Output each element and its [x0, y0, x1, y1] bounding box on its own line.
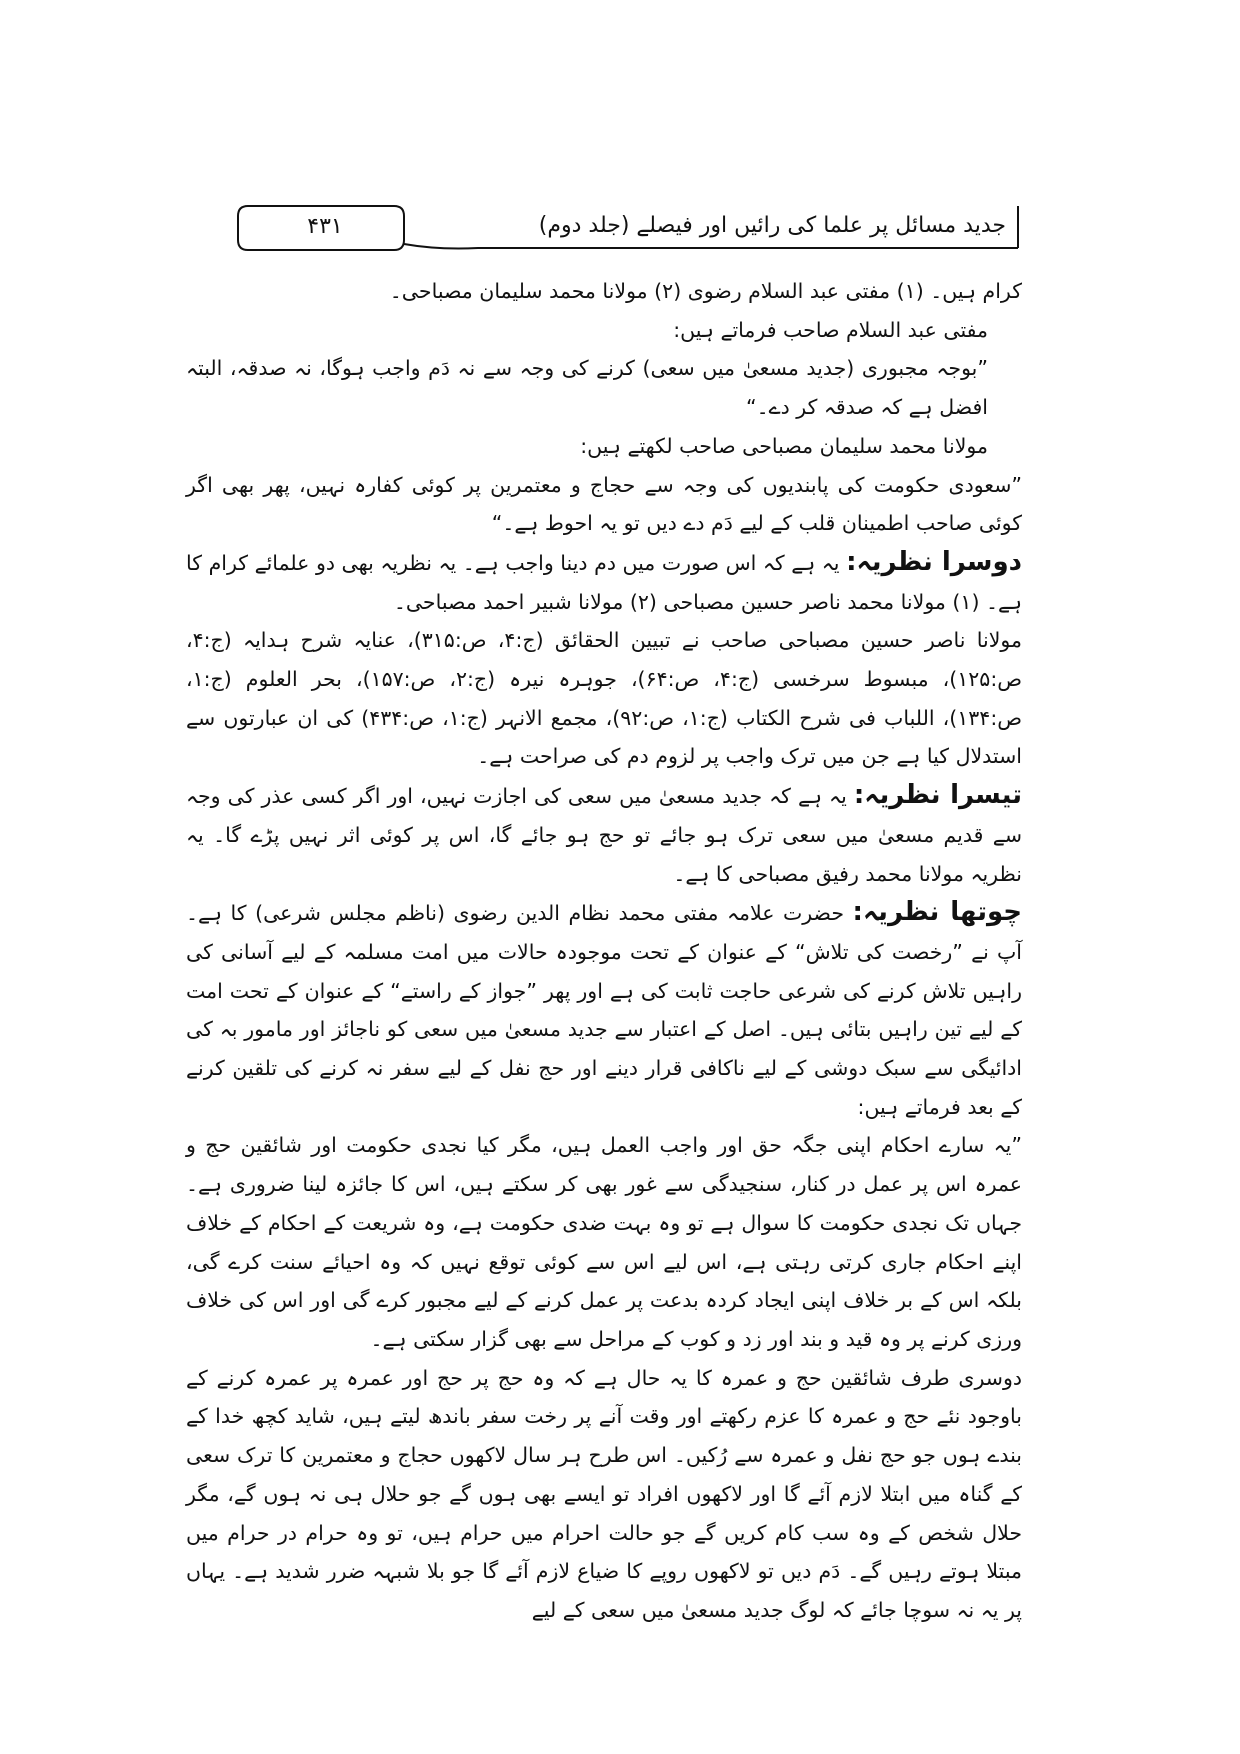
section-paragraph: چوتھا نظریہ: حضرت علامہ مفتی محمد نظام الدین رضوی (ناظم مجلس شرعی) کا ہے۔ آپ نے ”رخصت کی تلاش“ کے عنوان کے تحت موجودہ حالات میں امت مسلمہ کے لیے آسانی کی راہیں تلاش کرنے کی شرعی حاجت ثابت کی ہے اور پھر ”جواز کے راستے“ کے عنوان کے تحت امت کے لیے تین راہیں بتائی ہیں۔ اصل کے اعتبار سے جدید مسعیٰ میں سعی کو ناجائز اور مامور بہ کی ادائیگی سے سبک دوشی کے لیے ناکافی قرار دینے اور حج نفل کے لیے سفر نہ کرنے کی تلقین کرنے کے بعد فرماتے ہیں:	[186, 897, 1022, 1119]
page-body	[186, 272, 1022, 1630]
paragraph: مفتی عبد السلام صاحب فرماتے ہیں:	[673, 317, 988, 342]
running-header	[218, 200, 1024, 256]
quote-paragraph: ”بوجہ مجبوری (جدید مسعیٰ میں سعی) کرنے کی وجہ سے نہ دَم واجب ہوگا، نہ صدقہ، البتہ افضل ہے کہ صدقہ کر دے۔“	[186, 356, 988, 420]
section-heading: چوتھا نظریہ:	[852, 897, 1022, 928]
section-paragraph: تیسرا نظریہ: یہ ہے کہ جدید مسعیٰ میں سعی کی اجازت نہیں، اور اگر کسی عذر کی وجہ سے قدیم مسعیٰ میں سعی ترک ہو جائے تو حج ہو جائے گا، اس پر کوئی اثر نہیں پڑے گا۔ یہ نظریہ مولانا محمد رفیق مصباحی کا ہے۔	[186, 780, 1022, 886]
quote-paragraph: ”یہ سارے احکام اپنی جگہ حق اور واجب العمل ہیں، مگر کیا نجدی حکومت اور شائقین حج و عمرہ اس پر عمل در کنار، سنجیدگی سے غور بھی کر سکتے ہیں، اس کا جائزہ لینا ضروری ہے۔ جہاں تک نجدی حکومت کا سوال ہے تو وہ بہت ضدی حکومت ہے، وہ شریعت کے احکام کے خلاف اپنے احکام جاری کرتی رہتی ہے، اس لیے اس سے کوئی توقع نہیں کہ وہ احیائے سنت کرے گی، بلکہ اس کے بر خلاف اپنی ایجاد کردہ بدعت پر عمل کرنے کے لیے مجبور کرے گی اور اس کی خلاف ورزی کرنے پر وہ قید و بند اور زد و کوب کے مراحل سے بھی گزار سکتی ہے۔	[186, 1133, 1022, 1351]
paragraph: کرام ہیں۔ (۱) مفتی عبد السلام رضوی (۲) مولانا محمد سلیمان مصباحی۔	[389, 279, 1022, 303]
running-title: جدید مسائل پر علما کی رائیں اور فیصلے (جلد دوم)	[538, 213, 1006, 238]
paragraph: مولانا محمد سلیمان مصباحی صاحب لکھتے ہیں:	[580, 433, 988, 458]
section-heading: دوسرا نظریہ:	[846, 546, 1022, 577]
section-heading: تیسرا نظریہ:	[853, 780, 1022, 811]
paragraph: مولانا ناصر حسین مصباحی صاحب نے تبیین الحقائق (ج:۴، ص:۳۱۵)، عنایہ شرح ہدایہ (ج:۴، ص:۱۲۵)، مبسوط سرخسی (ج:۴، ص:۶۴)، جوہرہ نیرہ (ج:۲، ص:۱۵۷)، بحر العلوم (ج:۱، ص:۱۳۴)، اللباب فی شرح الکتاب (ج:۱، ص:۹۲)، مجمع الانہر (ج:۱، ص:۴۳۴) کی ان عبارتوں سے استدلال کیا ہے جن میں ترک واجب پر لزوم دم کی صراحت ہے۔	[186, 628, 1023, 769]
page-number: ۴۳۱	[307, 214, 343, 239]
quote-paragraph: ”سعودی حکومت کی پابندیوں کی وجہ سے حجاج و معتمرین پر کوئی کفارہ نہیں، پھر بھی اگر کوئی صاحب اطمینان قلب کے لیے دَم دے دیں تو یہ احوط ہے۔“	[186, 472, 1022, 536]
paragraph: دوسری طرف شائقین حج و عمرہ کا یہ حال ہے کہ وہ حج پر حج اور عمرہ پر عمرہ کرنے کے باوجود نئے حج و عمرہ کا عزم رکھتے اور وقت آنے پر رخت سفر باندھ لیتے ہیں، شاید کچھ خدا کے بندے ہوں جو حج نفل و عمرہ سے رُکیں۔ اس طرح ہر سال لاکھوں حجاج و معتمرین کا ترک سعی کے گناہ میں ابتلا لازم آئے گا اور لاکھوں افراد تو ایسے بھی ہوں گے جو حلال ہی نہ ہوں گے، مگر حلال شخص کے وہ سب کام کریں گے جو حالت احرام میں حرام ہیں، تو وہ حرام در حرام میں مبتلا ہوتے رہیں گے۔ دَم دیں تو لاکھوں روپے کا ضیاع لازم آئے گا جو بلا شبہہ ضرر شدید ہے۔ یہاں پر یہ نہ سوچا جائے کہ لوگ جدید مسعیٰ میں سعی کے لیے	[186, 1365, 1022, 1622]
section-paragraph: دوسرا نظریہ: یہ ہے کہ اس صورت میں دم دینا واجب ہے۔ یہ نظریہ بھی دو علمائے کرام کا ہے۔ (۱) مولانا محمد ناصر حسین مصباحی (۲) مولانا شبیر احمد مصباحی۔	[186, 546, 1022, 614]
